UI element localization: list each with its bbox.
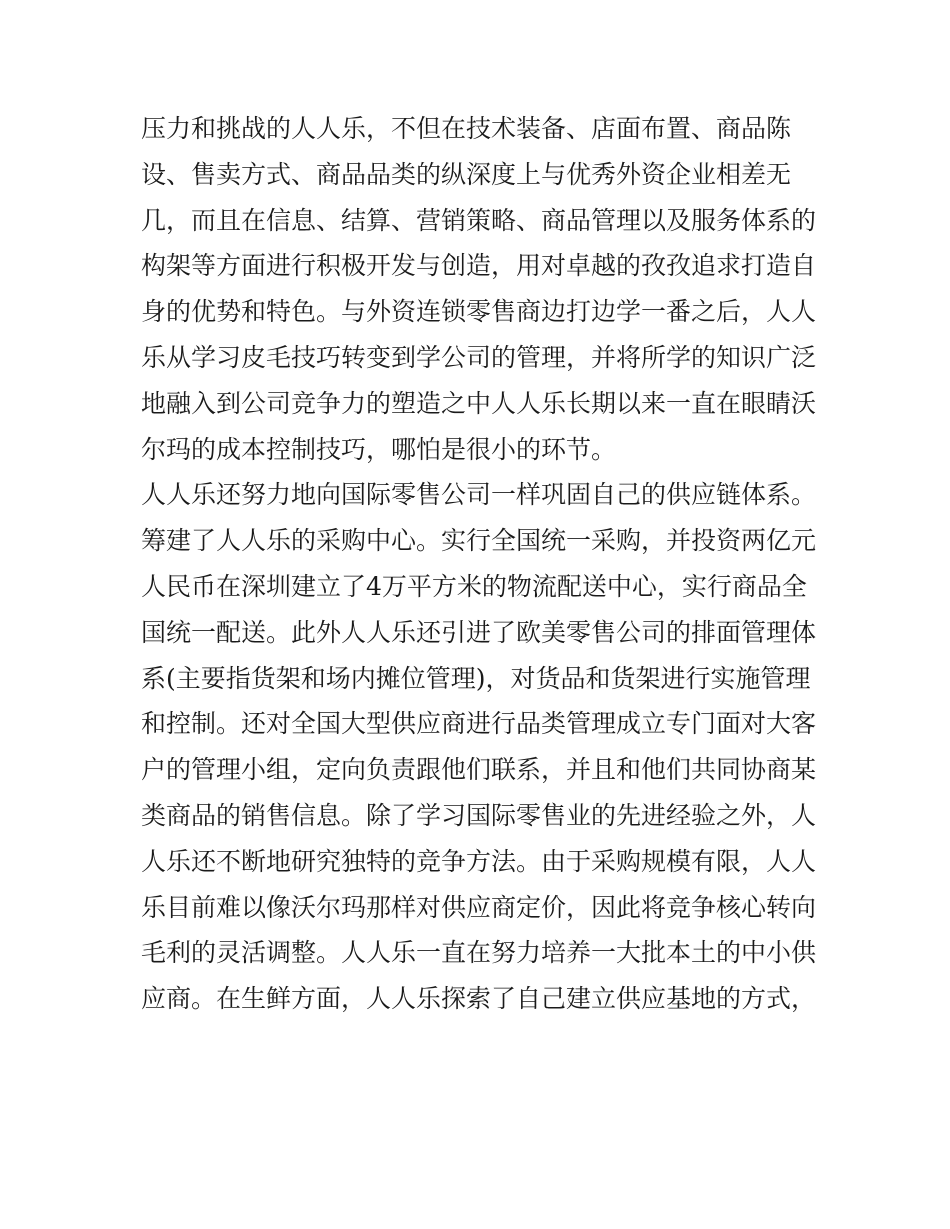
text-line: 乐目前难以像沃尔玛那样对供应商定价，因此将竞争核心转向 bbox=[141, 892, 817, 922]
text-line: 乐从学习皮毛技巧转变到学公司的管理，并将所学的知识广泛 bbox=[141, 342, 817, 372]
body-text bbox=[141, 106, 821, 1022]
text-line: 压力和挑战的人人乐，不但在技术装备、店面布置、商品陈 bbox=[141, 114, 792, 143]
text-line: 系(主要指货架和场内摊位管理)，对货品和货架进行实施管理 bbox=[141, 663, 811, 693]
text-line: 类商品的销售信息。除了学习国际零售业的先进经验之外，人 bbox=[141, 800, 817, 830]
text-line: 筹建了人人乐的采购中心。实行全国统一采购，并投资两亿元 bbox=[141, 526, 817, 556]
text-line: 设、售卖方式、商品品类的纵深度上与优秀外资企业相差无 bbox=[141, 159, 792, 189]
text-line: 国统一配送。此外人人乐还引进了欧美零售公司的排面管理体 bbox=[141, 617, 817, 647]
text-line: 户的管理小组，定向负责跟他们联系，并且和他们共同协商某 bbox=[141, 755, 817, 785]
text-line: 应商。在生鲜方面，人人乐探索了自己建立供应基地的方式， bbox=[141, 984, 817, 1014]
text-line: 毛利的灵活调整。人人乐一直在努力培养一大批本土的中小供 bbox=[141, 938, 817, 968]
text-line: 人人乐还努力地向国际零售公司一样巩固自己的供应链体系。 bbox=[141, 480, 817, 510]
text-line: 身的优势和特色。与外资连锁零售商边打边学一番之后，人人 bbox=[141, 297, 817, 327]
text-line: 地融入到公司竞争力的塑造之中人人乐长期以来一直在眼睛沃 bbox=[141, 388, 817, 418]
text-line: 构架等方面进行积极开发与创造，用对卓越的孜孜追求打造自 bbox=[141, 251, 817, 281]
text-line: 尔玛的成本控制技巧，哪怕是很小的环节。 bbox=[141, 434, 617, 464]
text-line: 几，而且在信息、结算、营销策略、商品管理以及服务体系的 bbox=[141, 205, 817, 235]
text-line: 人民币在深圳建立了4万平方米的物流配送中心，实行商品全 bbox=[141, 571, 807, 601]
text-line: 人乐还不断地研究独特的竞争方法。由于采购规模有限，人人 bbox=[141, 846, 817, 876]
text-line: 和控制。还对全国大型供应商进行品类管理成立专门面对大客 bbox=[141, 709, 817, 739]
